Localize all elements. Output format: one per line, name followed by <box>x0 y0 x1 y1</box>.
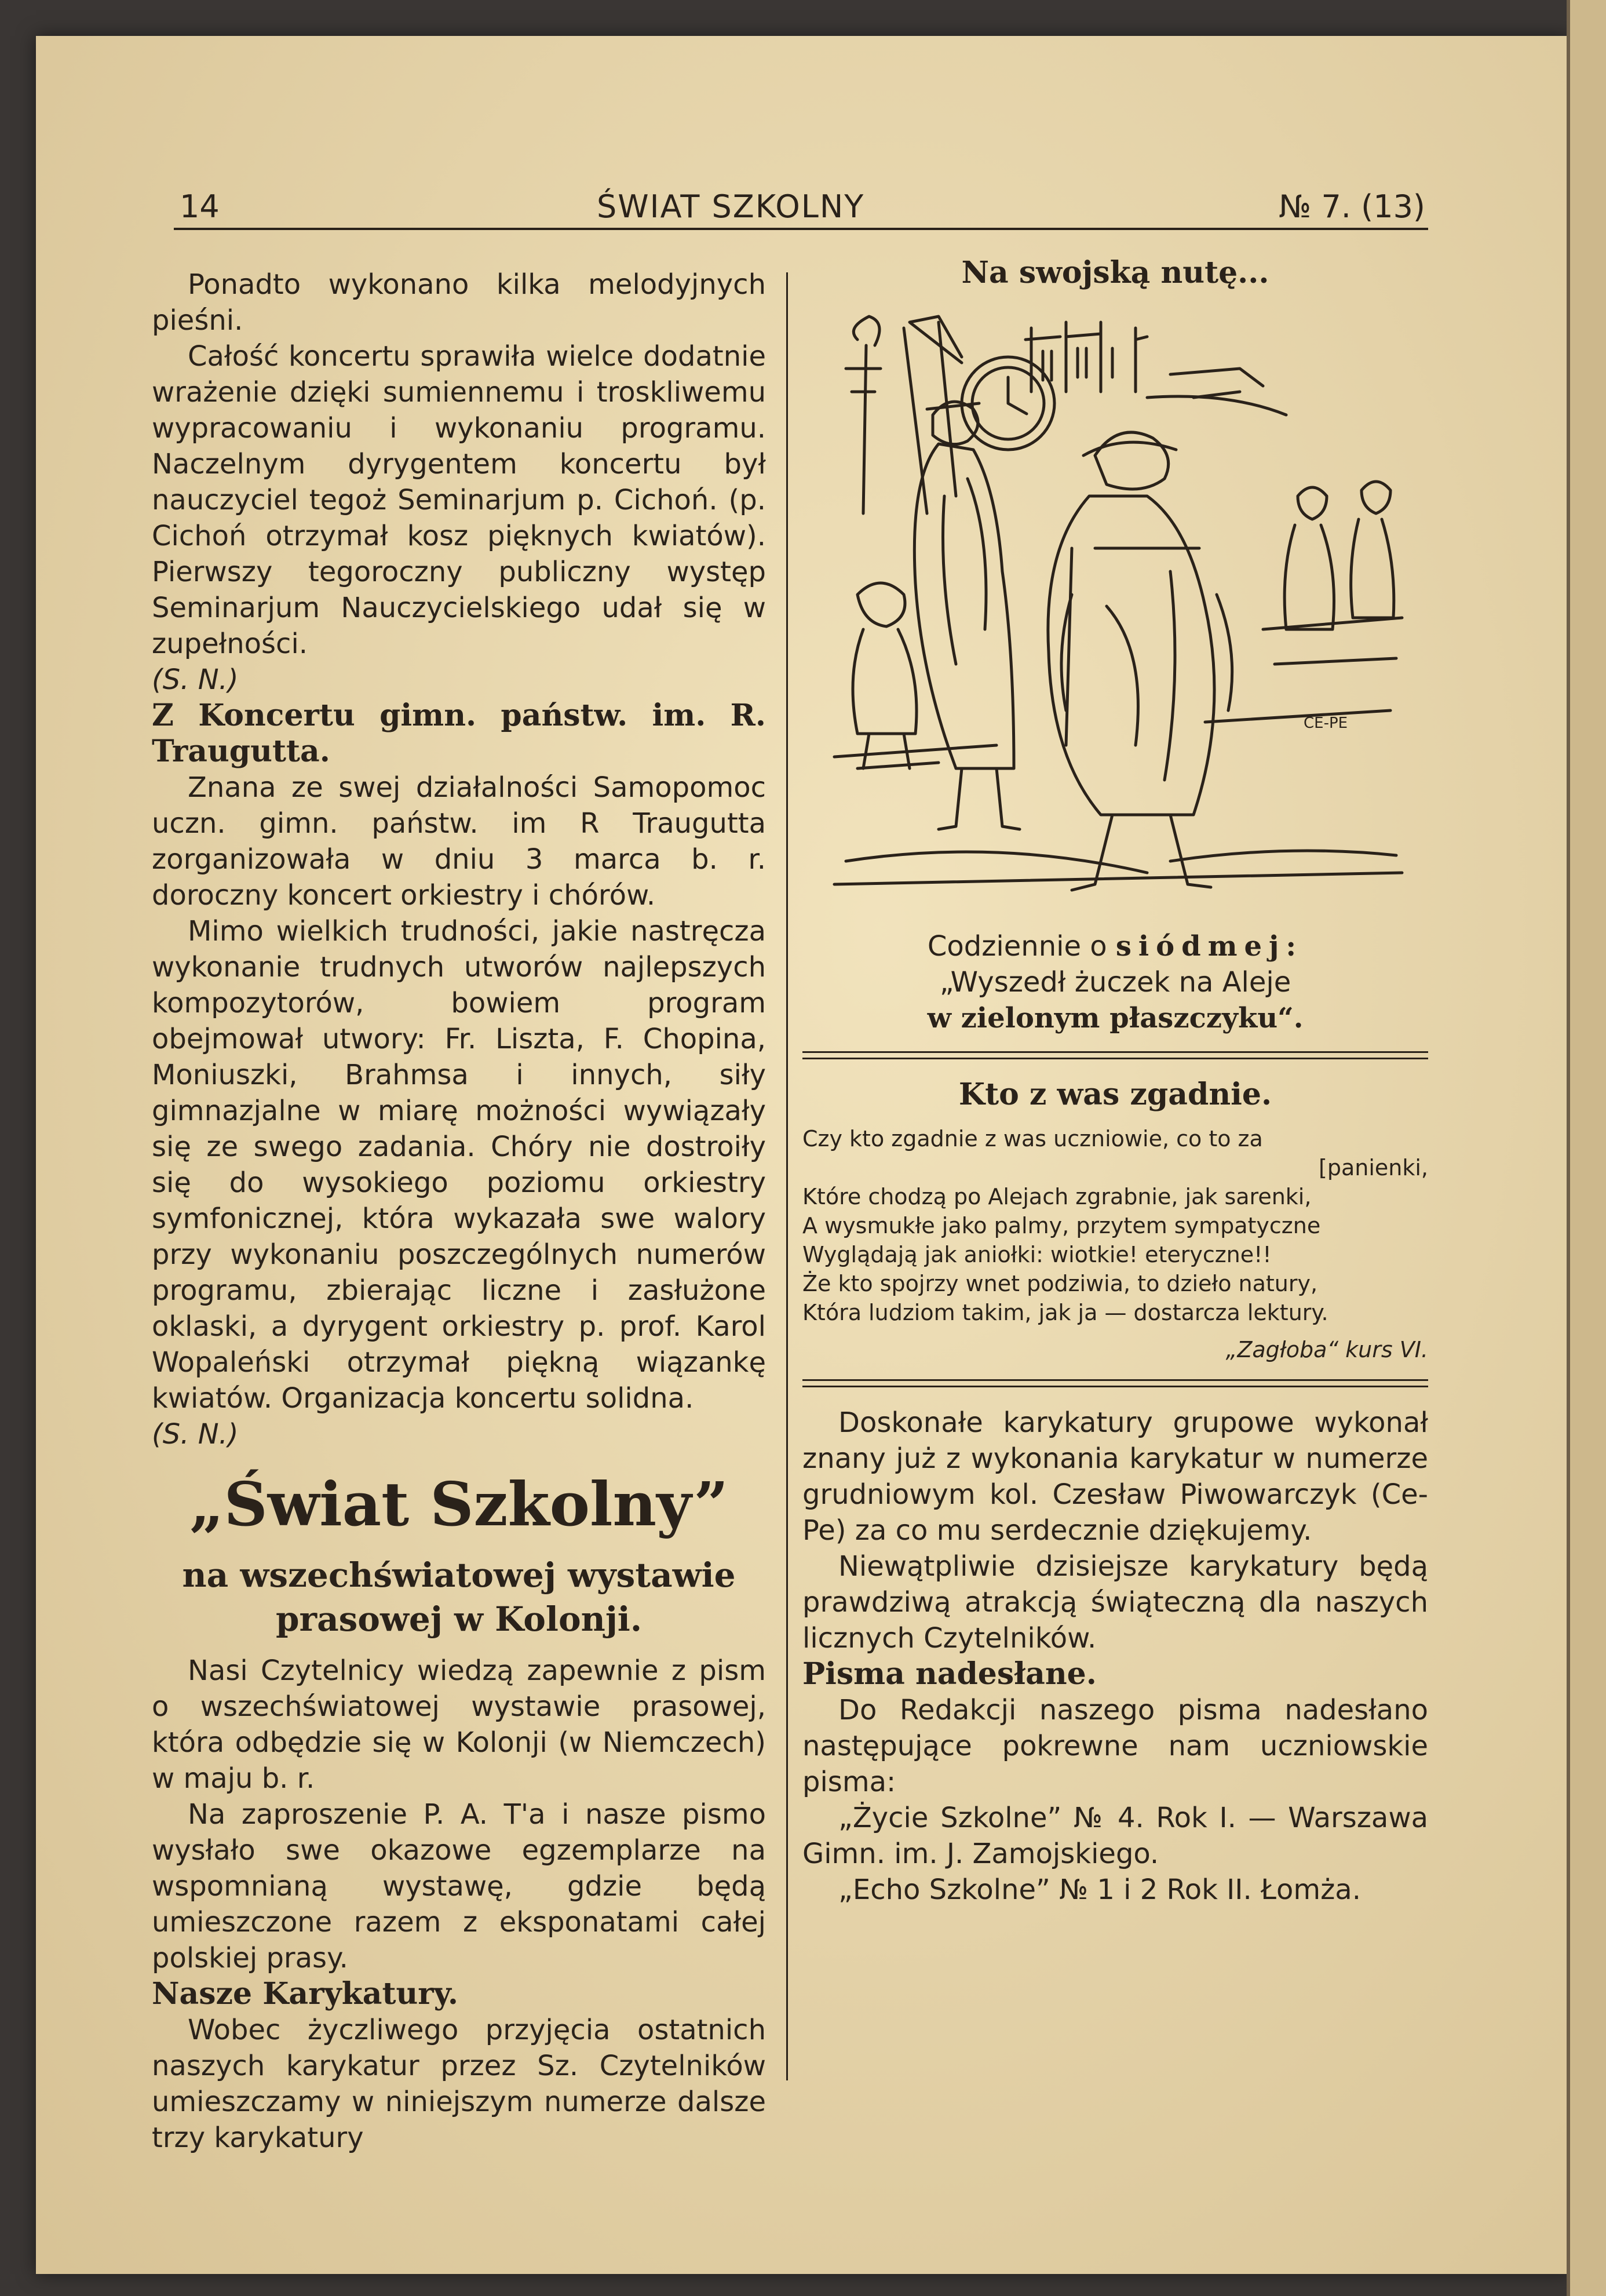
paragraph: Wobec życzliwego przyjęcia ostatnich naszych karykatur przez Sz. Czytelników umieszczamy w niniejszym numerze dalsze trzy karykatury <box>152 2014 766 2154</box>
section-heading: Z Koncertu gimn. państw. im. R. Traugutta. <box>152 698 766 769</box>
header-rule <box>174 228 1428 230</box>
section-divider <box>802 1051 1428 1059</box>
right-column <box>802 255 1428 1908</box>
caption-prefix: Codziennie o <box>927 930 1107 963</box>
cartoon-title: Na swojską nutę... <box>961 255 1269 290</box>
paragraph: „Echo Szkolne” № 1 i 2 Rok II. Łomża. <box>838 1874 1361 1906</box>
paragraph: Ponadto wykonano kilka melodyjnych pieśni. <box>152 268 766 337</box>
caption-line: „Wyszedł żuczek na Aleje <box>939 966 1291 998</box>
caption-emphasis: siódmej: <box>1115 930 1304 963</box>
issue-number: № 7. (13) <box>1279 188 1425 225</box>
section-divider <box>802 1379 1428 1387</box>
paragraph: Niewątpliwie dzisiejsze karykatury będą prawdziwą atrakcją świąteczną dla naszych licznych Czytelników. <box>802 1550 1428 1654</box>
cartoon-caption <box>802 928 1428 964</box>
poem-line: Które chodzą po Alejach zgrabnie, jak sarenki, <box>802 1184 1312 1209</box>
left-column <box>152 267 766 2156</box>
paragraph: Znana ze swej działalności Samopomoc uczn. gimn. państw. im R Traugutta zorganizowała w dniu 3 marca b. r. doroczny koncert orkiestry i chórów. <box>152 771 766 912</box>
cartoon-signature: CE-PE <box>1304 715 1348 732</box>
riddle-poem <box>802 1124 1428 1364</box>
poem-line: Że kto spojrzy wnet podziwia, to dzieło natury, <box>802 1271 1318 1296</box>
paragraph: Mimo wielkich trudności, jakie nastręcza wykonanie trudnych utworów najlepszych kompozytorów, bowiem program obejmował utwory: Fr. Liszta, F. Chopina, Moniuszki, Brahmsa i innych, siły gimnazjalne w miarę możności wywiązały się ze swego zadania. Chóry nie dostroiły się do wysokiego poziomu orkiestry symfonicznej, która wykazała swe walory przy wykonaniu poszczególnych numerów programu, zbierając liczne i zasłużone oklaski, a dyrygent orkiestry p. prof. Karol Wopaleński otrzymał piękną wiązankę kwiatów. Organizacja koncertu solidna. <box>152 915 766 1415</box>
caption-line-bold: w zielonym płaszczyku“. <box>927 1002 1304 1034</box>
section-heading: Pisma nadesłane. <box>802 1656 1097 1692</box>
paragraph: „Życie Szkolne” № 4. Rok I. — Warszawa Gimn. im. J. Zamojskiego. <box>802 1802 1428 1870</box>
signature: (S. N.) <box>152 1418 239 1451</box>
caricature-illustration <box>823 305 1408 919</box>
poem-line: Wyglądają jak aniołki: wiotkie! eteryczne!! <box>802 1242 1272 1267</box>
poem-line: Która ludziom takim, jak ja — dostarcza lektury. <box>802 1300 1328 1325</box>
masthead-subtitle: na wszechświatowej wystawie prasowej w Kolonji. <box>182 1555 736 1639</box>
page-header <box>174 188 1425 229</box>
masthead-title: „Świat Szkolny” <box>189 1468 729 1540</box>
paragraph: Całość koncertu sprawiła wielce dodatnie wrażenie dzięki sumiennemu i troskliwemu wypracowaniu i wykonaniu programu. Naczelnym dyrygentem koncertu był nauczyciel tegoż Seminarjum p. Cichoń. (p. Cichoń otrzymał kosz pięknych kwiatów). Pierwszy tegoroczny publiczny występ Seminarjum Nauczycielskiego udał się w zupełności. <box>152 340 766 660</box>
paragraph: Na zaproszenie P. A. T'a i nasze pismo wysłało swe okazowe egzemplarze na wspomnianą wystawę, gdzie będą umieszczone razem z eksponatami całej polskiej prasy. <box>152 1798 766 1974</box>
poem-line: A wysmukłe jako palmy, przytem sympatyczne <box>802 1213 1321 1238</box>
paragraph: Doskonałe karykatury grupowe wykonał znany już z wykonania karykatur w numerze grudniowym kol. Czesław Piwowarczyk (Ce-Pe) za co mu serdecznie dziękujemy. <box>802 1406 1428 1547</box>
poem-line: [panienki, <box>1319 1155 1428 1180</box>
column-divider <box>786 272 788 2080</box>
paragraph: Do Redakcji naszego pisma nadesłano następujące pokrewne nam uczniowskie pisma: <box>802 1694 1428 1798</box>
poem-line: Czy kto zgadnie z was uczniowie, co to za <box>802 1126 1263 1151</box>
page-number: 14 <box>180 188 220 225</box>
riddle-signature: „Zagłoba“ kurs VI. <box>1225 1337 1428 1362</box>
signature: (S. N.) <box>152 664 239 696</box>
paragraph: Nasi Czytelnicy wiedzą zapewnie z pism o wszechświatowej wystawie prasowej, która odbędzie się w Kolonji (w Niemczech) w maju b. r. <box>152 1654 766 1795</box>
next-page-edge <box>1570 0 1606 2296</box>
section-heading: Nasze Karykatury. <box>152 1976 459 2011</box>
riddle-title: Kto z was zgadnie. <box>958 1077 1272 1112</box>
newspaper-title: ŚWIAT SZKOLNY <box>597 188 865 225</box>
